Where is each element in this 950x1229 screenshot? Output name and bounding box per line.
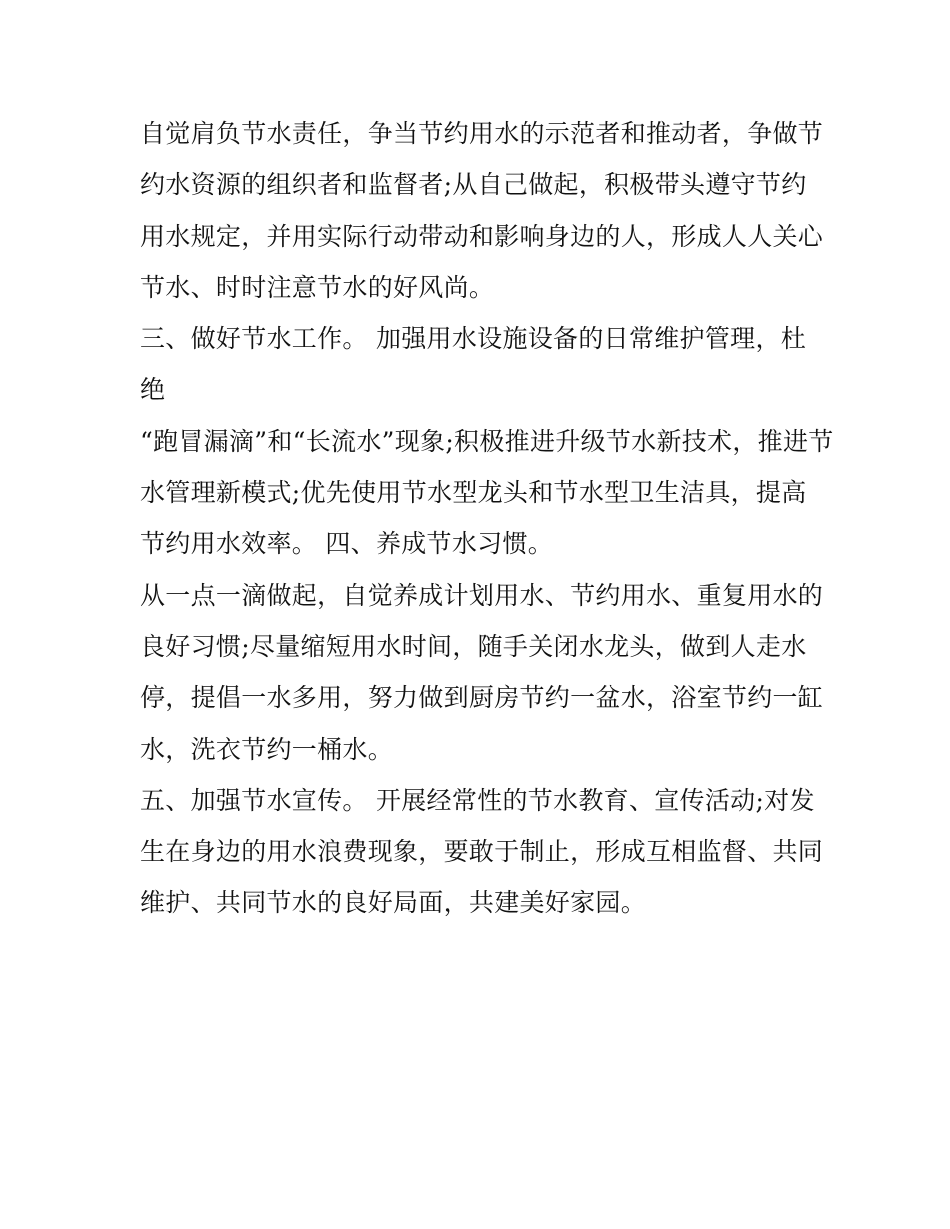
text-line: 维护、共同节水的良好局面，共建美好家园。 [140, 888, 647, 918]
document-body [140, 108, 834, 929]
text-line: 自觉肩负节水责任，争当节约用水的示范者和推动者，争做节 [140, 119, 824, 148]
text-line: “跑冒漏滴”和“长流水”现象;积极推进升级节水新技术，推进节 [140, 426, 834, 456]
text-line: 停，提倡一水多用，努力做到厨房节约一盆水，浴室节约一缸 [140, 683, 824, 713]
text-line: 良好习惯;尽量缩短用水时间，随手关闭水龙头，做到人走水 [140, 631, 807, 661]
text-line: 从一点一滴做起，自觉养成计划用水、节约用水、重复用水的 [140, 580, 824, 610]
text-line: 用水规定，并用实际行动带动和影响身边的人，形成人人关心 [140, 221, 824, 251]
text-line: 水管理新模式;优先使用节水型龙头和节水型卫生洁具，提高 [140, 478, 807, 508]
text-line: 水，洗衣节约一桶水。 [140, 734, 394, 764]
section-heading-line: 节约用水效率。 四、养成节水习惯。 [140, 529, 554, 559]
section-heading-line: 三、做好节水工作。 加强用水设施设备的日常维护管理，杜 [140, 324, 807, 354]
section-heading-line: 五、加强节水宣传。 开展经常性的节水教育、宣传活动;对发 [140, 785, 815, 815]
text-line: 绝 [140, 375, 166, 405]
text-line: 约水资源的组织者和监督者;从自己做起，积极带头遵守节约 [140, 170, 807, 200]
text-line: 节水、时时注意节水的好风尚。 [140, 272, 495, 302]
text-line: 生在身边的用水浪费现象，要敢于制止，形成互相监督、共同 [140, 837, 824, 867]
